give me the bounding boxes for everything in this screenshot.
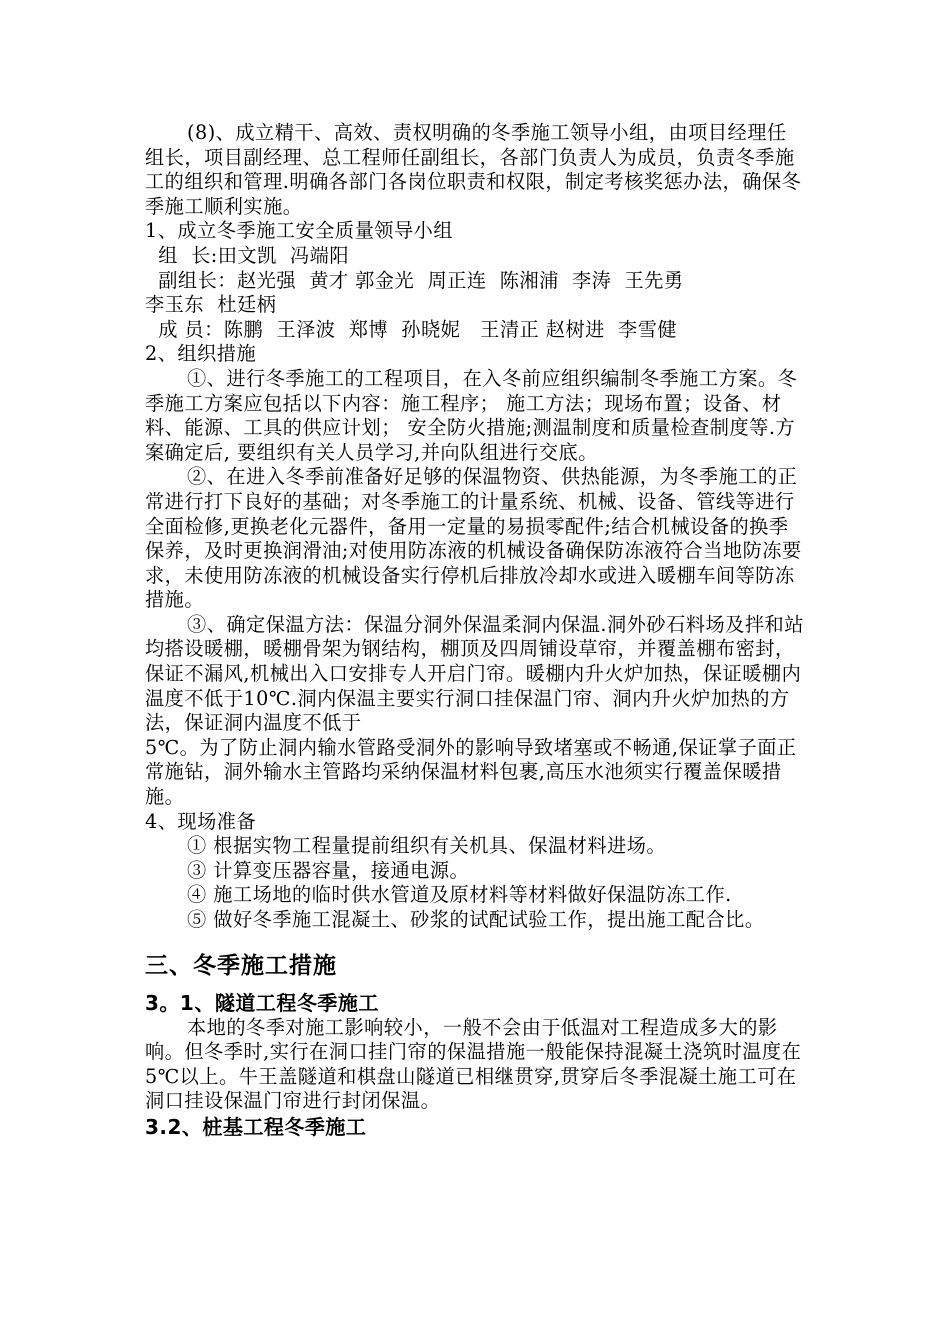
measure-1: ①、进行冬季施工的工程项目，在入冬前应组织编制冬季施工方案。冬季施工方案应包括以下内容：施工程序； 施工方法；现场布置；设备、材料、能源、工具的供应计划； 安全防火措施;测温制度和质量检查制度等.方案确定后, 要组织有关人员学习,并向队组进行交底。: [145, 366, 798, 464]
prep-item-4: ④ 施工场地的临时供水管道及原材料等材料做好保温防冻工作.: [187, 883, 732, 907]
paragraph-tunnel-works: 本地的冬季对施工影响较小，一般不会由于低温对工程造成多大的影响。但冬季时,实行在洞口挂门帘的保温措施一般能保持混凝土浇筑时温度在5℃以上。牛王盖隧道和棋盘山隧道已相继贯穿,贯穿后冬季混凝土施工可在洞口挂设保温门帘进行封闭保温。: [145, 1015, 802, 1113]
measure-3-cont: 5℃。为了防止洞内输水管路受洞外的影响导致堵塞或不畅通,保证掌子面正常施钻，洞外输水主管路均采纳保温材料包裹,高压水池须实行覆盖保暖措施。: [145, 735, 797, 809]
group-leader-line: 组 长:田文凯 冯端阳: [145, 243, 350, 267]
section-4-title: 4、现场准备: [145, 809, 257, 833]
document-body: [145, 121, 805, 1140]
measure-2: ②、在进入冬季前准备好足够的保温物资、供热能源，为冬季施工的正常进行打下良好的基础；对冬季施工的计量系统、机械、设备、管线等进行全面检修,更换老化元器件，备用一定量的易损零配件;结合机械设备的换季保养，及时更换润滑油;对使用防冻液的机械设备确保防冻液符合当地防冻要求，未使用防冻液的机械设备实行停机后排放冷却水或进入暖棚车间等防冻措施。: [145, 465, 802, 612]
prep-item-3: ③ 计算变压器容量，接通电源。: [187, 858, 470, 882]
section-1-title: 1、成立冬季施工安全质量领导小组: [145, 219, 454, 243]
deputy-leader-line-cont: 李玉东 杜廷柄: [145, 293, 277, 317]
prep-item-5: ⑤ 做好冬季施工混凝土、砂浆的试配试验工作，提出施工配合比。: [187, 908, 765, 931]
members-line: 成 员：陈鹏 王泽波 郑博 孙晓妮 王清正 赵树进 李雪健: [145, 317, 678, 341]
measure-3: ③、确定保温方法：保温分洞外保温柔洞内保温.洞外砂石料场及拌和站均搭设暖棚，暖棚骨架为钢结构，棚顶及四周铺设草帘，并覆盖棚布密封，保证不漏风,机械出入口安排专人开启门帘。暖棚内升火炉加热，保证暖棚内温度不低于10℃.洞内保温主要实行洞口挂保温门帘、洞内升火炉加热的方法，保证洞内温度不低于: [145, 612, 804, 735]
paragraph-leadership-group: (8)、成立精干、高效、责权明确的冬季施工领导小组，由项目经理任组长，项目副经理、总工程师任副组长，各部门负责人为成员，负责冬季施工的组织和管理.明确各部门各岗位职责和权限，制定考核奖惩办法，确保冬季施工顺利实施。: [145, 121, 802, 218]
section-2-title: 2、组织措施: [145, 342, 257, 366]
deputy-leader-line: 副组长：赵光强 黄才 郭金光 周正连 陈湘浦 李涛 王先勇: [145, 268, 684, 292]
heading-winter-measures: 三、冬季施工措施: [145, 952, 337, 979]
heading-tunnel-works: 3。1、隧道工程冬季施工: [145, 990, 379, 1015]
prep-item-1: ① 根据实物工程量提前组织有关机具、保温材料进场。: [187, 834, 667, 858]
heading-pile-works: 3.2、桩基工程冬季施工: [145, 1114, 367, 1139]
